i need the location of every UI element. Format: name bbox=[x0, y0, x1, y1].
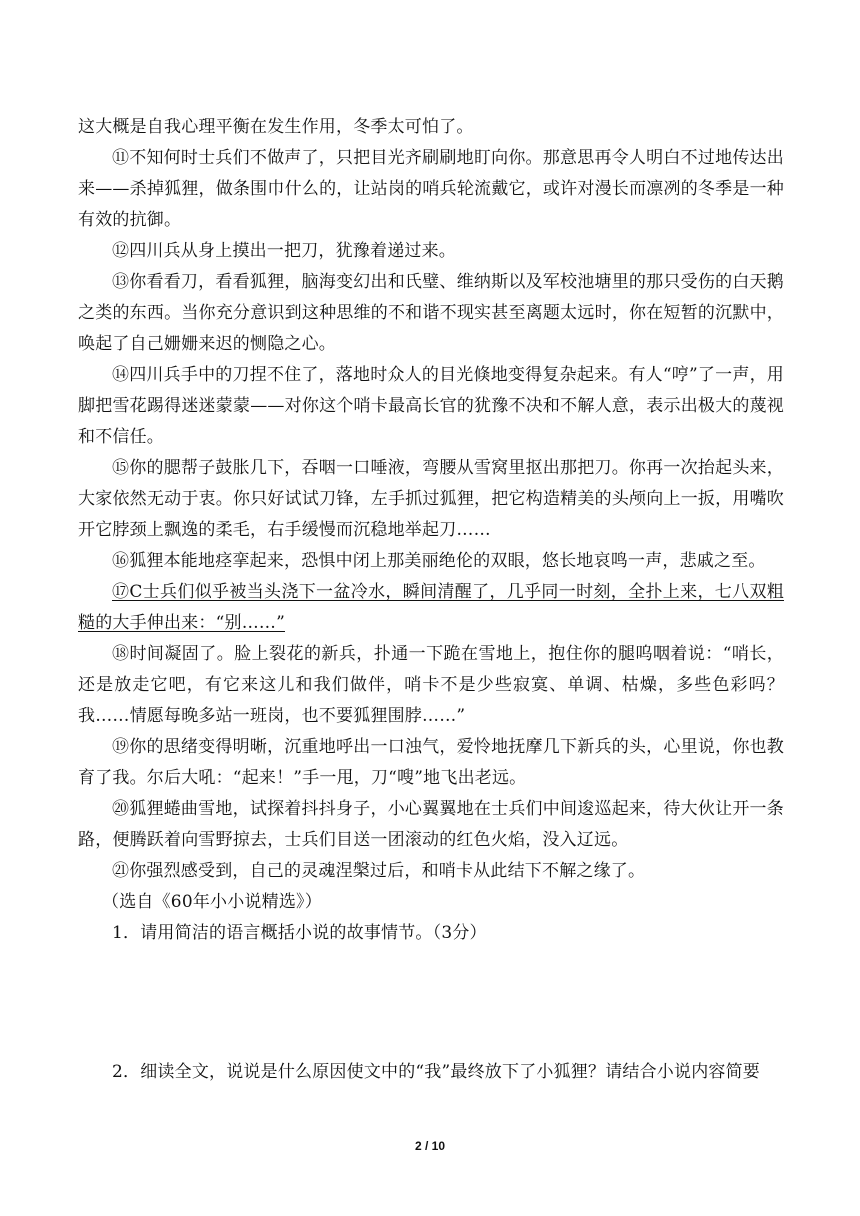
question-1: 1．请用简洁的语言概括小说的故事情节。（3分） bbox=[112, 923, 487, 943]
question-2: 2．细读全文，说说是什么原因使文中的“我”最终放下了小狐狸？请结合小说内容简要 bbox=[112, 1062, 760, 1082]
paragraph-19: ⑲你的思绪变得明晰，沉重地呼出一口浊气，爱怜地抚摩几下新兵的头，心里说，你也教育了我。尔后大吼：“起来！”手一甩，刀“嗖”地飞出老远。 bbox=[78, 737, 784, 788]
source-citation: （选自《60年小小说精选》） bbox=[102, 892, 322, 912]
paragraph-17-underlined: ⑰C士兵们似乎被当头浇下一盆冷水，瞬间清醒了，几乎同一时刻，全扑上来，七八双粗糙的大手伸出来：“别……” bbox=[78, 582, 784, 633]
paragraph-18: ⑱时间凝固了。脸上裂花的新兵，扑通一下跪在雪地上，抱住你的腿呜咽着说：“哨长，还是放走它吧，有它来这儿和我们做伴，哨卡不是少些寂寞、单调、枯燥，多些色彩吗？我……情愿每晚多站一班岗，也不要狐狸围脖……” bbox=[78, 644, 784, 726]
paragraph-20: ⑳狐狸蜷曲雪地，试探着抖抖身子，小心翼翼地在士兵们中间逡巡起来，待大伙让开一条路，便腾跃着向雪野掠去，士兵们目送一团滚动的红色火焰，没入辽远。 bbox=[78, 799, 784, 850]
paragraph-16: ⑯狐狸本能地痉挛起来，恐惧中闭上那美丽绝伦的双眼，悠长地哀鸣一声，悲戚之至。 bbox=[112, 551, 766, 571]
article-body bbox=[78, 112, 784, 1088]
paragraph-continuation: 这大概是自我心理平衡在发生作用，冬季太可怕了。 bbox=[78, 117, 474, 137]
page-number: 2 / 10 bbox=[414, 1139, 446, 1153]
paragraph-13: ⑬你看看刀，看看狐狸，脑海变幻出和氏璧、维纳斯以及军校池塘里的那只受伤的白天鹅之类的东西。当你充分意识到这种思维的不和谐不现实甚至离题太远时，你在短暂的沉默中，唤起了自己姗姗来迟的恻隐之心。 bbox=[78, 272, 784, 354]
paragraph-11: ⑪不知何时士兵们不做声了，只把目光齐刷刷地盯向你。那意思再令人明白不过地传达出来——杀掉狐狸，做条围巾什么的，让站岗的哨兵轮流戴它，或许对漫长而凛冽的冬季是一种有效的抗御。 bbox=[78, 148, 784, 230]
paragraph-14: ⑭四川兵手中的刀捏不住了，落地时众人的目光倏地变得复杂起来。有人“哼”了一声，用脚把雪花踢得迷迷蒙蒙——对你这个哨卡最高长官的犹豫不决和不解人意，表示出极大的蔑视和不信任。 bbox=[78, 365, 784, 447]
paragraph-21: ㉑你强烈感受到，自己的灵魂涅槃过后，和哨卡从此结下不解之缘了。 bbox=[112, 861, 646, 881]
paragraph-15: ⑮你的腮帮子鼓胀几下，吞咽一口唾液，弯腰从雪窝里抠出那把刀。你再一次抬起头来，大家依然无动于衷。你只好试试刀锋，左手抓过狐狸，把它构造精美的头颅向上一扳，用嘴吹开它脖颈上飘逸的柔毛，右手缓慢而沉稳地举起刀…… bbox=[78, 458, 784, 540]
paragraph-12: ⑫四川兵从身上摸出一把刀，犹豫着递过来。 bbox=[112, 241, 456, 261]
